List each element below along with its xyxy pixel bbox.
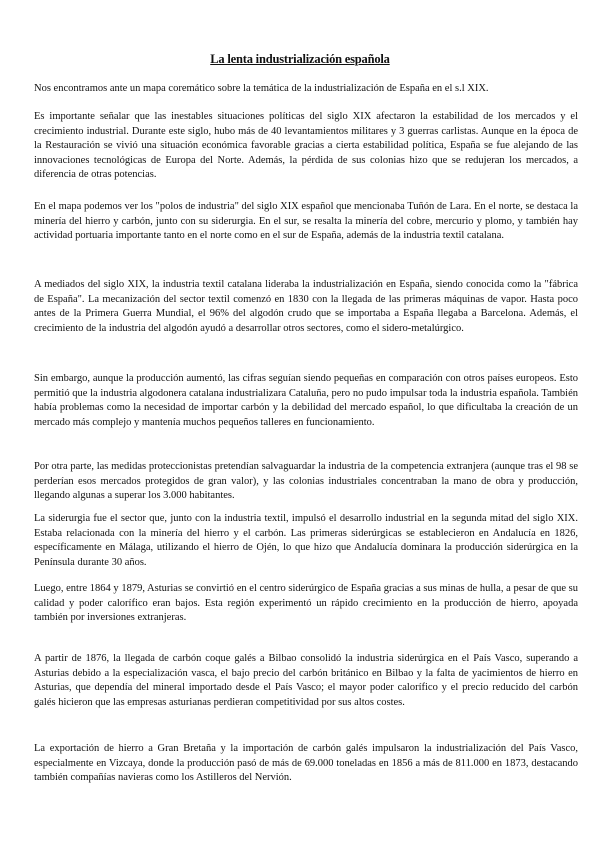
paragraph-political-instability: Es importante señalar que las inestables situaciones políticas del siglo XIX afectaron la estabilidad de los mercados y el crecimiento industrial. Durante este siglo, hubo más de 40 levantamientos militares y 3 guerras carlistas. Aunque en la época de la Restauración se vivió una situación económica favorable gracias a cierta estabilidad política, España se fue alejando de las innovaciones tecnológicas de Europa del Norte. Además, la pérdida de sus colonias hizo que se redujeran los mercados, a diferencia de otras potencias. <box>34 111 578 181</box>
paragraph-basque-country: A partir de 1876, la llegada de carbón coque galés a Bilbao consolidó la industria siderúrgica en el País Vasco, superando a Asturias debido a la especialización vasca, el bajo precio del carbón británico en Bilbao y la falta de yacimientos de hierro en Asturias, que dependía del mineral importado desde el País Vasco; el mayor poder calorífico y el precio reducido del carbón galés hicieron que las empresas asturianas perdieran competitividad por sus altos costes. <box>34 653 578 708</box>
paragraph-iron-exports: La exportación de hierro a Gran Bretaña y la importación de carbón galés impulsaron la industrialización del País Vasco, especialmente en Vizcaya, donde la producción pasó de más de 69.000 toneladas en 1856 a más de 811.000 en 1873, destacando también compañías navieras como los Astilleros del Nervión. <box>34 743 578 784</box>
paragraph-limited-production: Sin embargo, aunque la producción aumentó, las cifras seguían siendo pequeñas en comparación con otros países europeos. Esto permitió que la industria algodonera catalana industrializara Cataluña, pero no pudo impulsar toda la industria española. También había problemas como la necesidad de importar carbón y la debilidad del mercado español, lo que dificultaba la creación de un mercado más complejo y mantenía muchos pequeños talleres en funcionamiento. <box>34 373 578 428</box>
paragraph-siderurgy-andalucia: La siderurgia fue el sector que, junto con la industria textil, impulsó el desarrollo industrial en la segunda mitad del siglo XIX. Estaba relacionada con la minería del hierro y el carbón. Las primeras siderúrgicas se establecieron en Andalucía en 1826, específicamente en Málaga, utilizando el hierro de Ojén, lo que hizo que Andalucía dominara la producción siderúrgica en la Península durante 30 años. <box>34 513 578 568</box>
paragraph-asturias: Luego, entre 1864 y 1879, Asturias se convirtió en el centro siderúrgico de España gracias a sus minas de hulla, a pesar de que su calidad y poder calorífico eran bajos. Esta región experimentó un rápido crecimiento en la producción de hierro, apoyada también por inversiones extranjeras. <box>34 583 578 624</box>
paragraph-catalan-textile: A mediados del siglo XIX, la industria textil catalana lideraba la industrialización en España, siendo conocida como la "fábrica de España". La mecanización del sector textil comenzó en 1830 con la llegada de las primeras máquinas de vapor. Hasta poco antes de la Primera Guerra Mundial, el 96% del algodón crudo que se importaba a España llegaba a Barcelona. Además, el crecimiento de la industria del algodón ayudó a desarrollar otros sectores, como el sidero-metalúrgico. <box>34 279 578 334</box>
intro-paragraph: Nos encontramos ante un mapa coremático sobre la temática de la industrialización de España en el s.l XIX. <box>34 83 489 94</box>
paragraph-industrial-poles: En el mapa podemos ver los "polos de industria" del siglo XIX español que mencionaba Tuñón de Lara. En el norte, se destaca la minería del hierro y carbón, junto con su siderurgia. En el sur, se resalta la minería del cobre, mercurio y plomo, y también hay actividad portuaria importante tanto en el norte como en el sur de España, además de la industria textil catalana. <box>34 201 578 242</box>
document-title: La lenta industrialización española <box>210 52 390 66</box>
paragraph-protectionism: Por otra parte, las medidas proteccionistas pretendían salvaguardar la industria de la competencia extranjera (aunque tras el 98 se perderían esos mercados protegidos de gran valor), y las colonias industriales concentraban la mano de obra y producción, llegando algunas a superar los 3.000 habitantes. <box>34 461 578 502</box>
